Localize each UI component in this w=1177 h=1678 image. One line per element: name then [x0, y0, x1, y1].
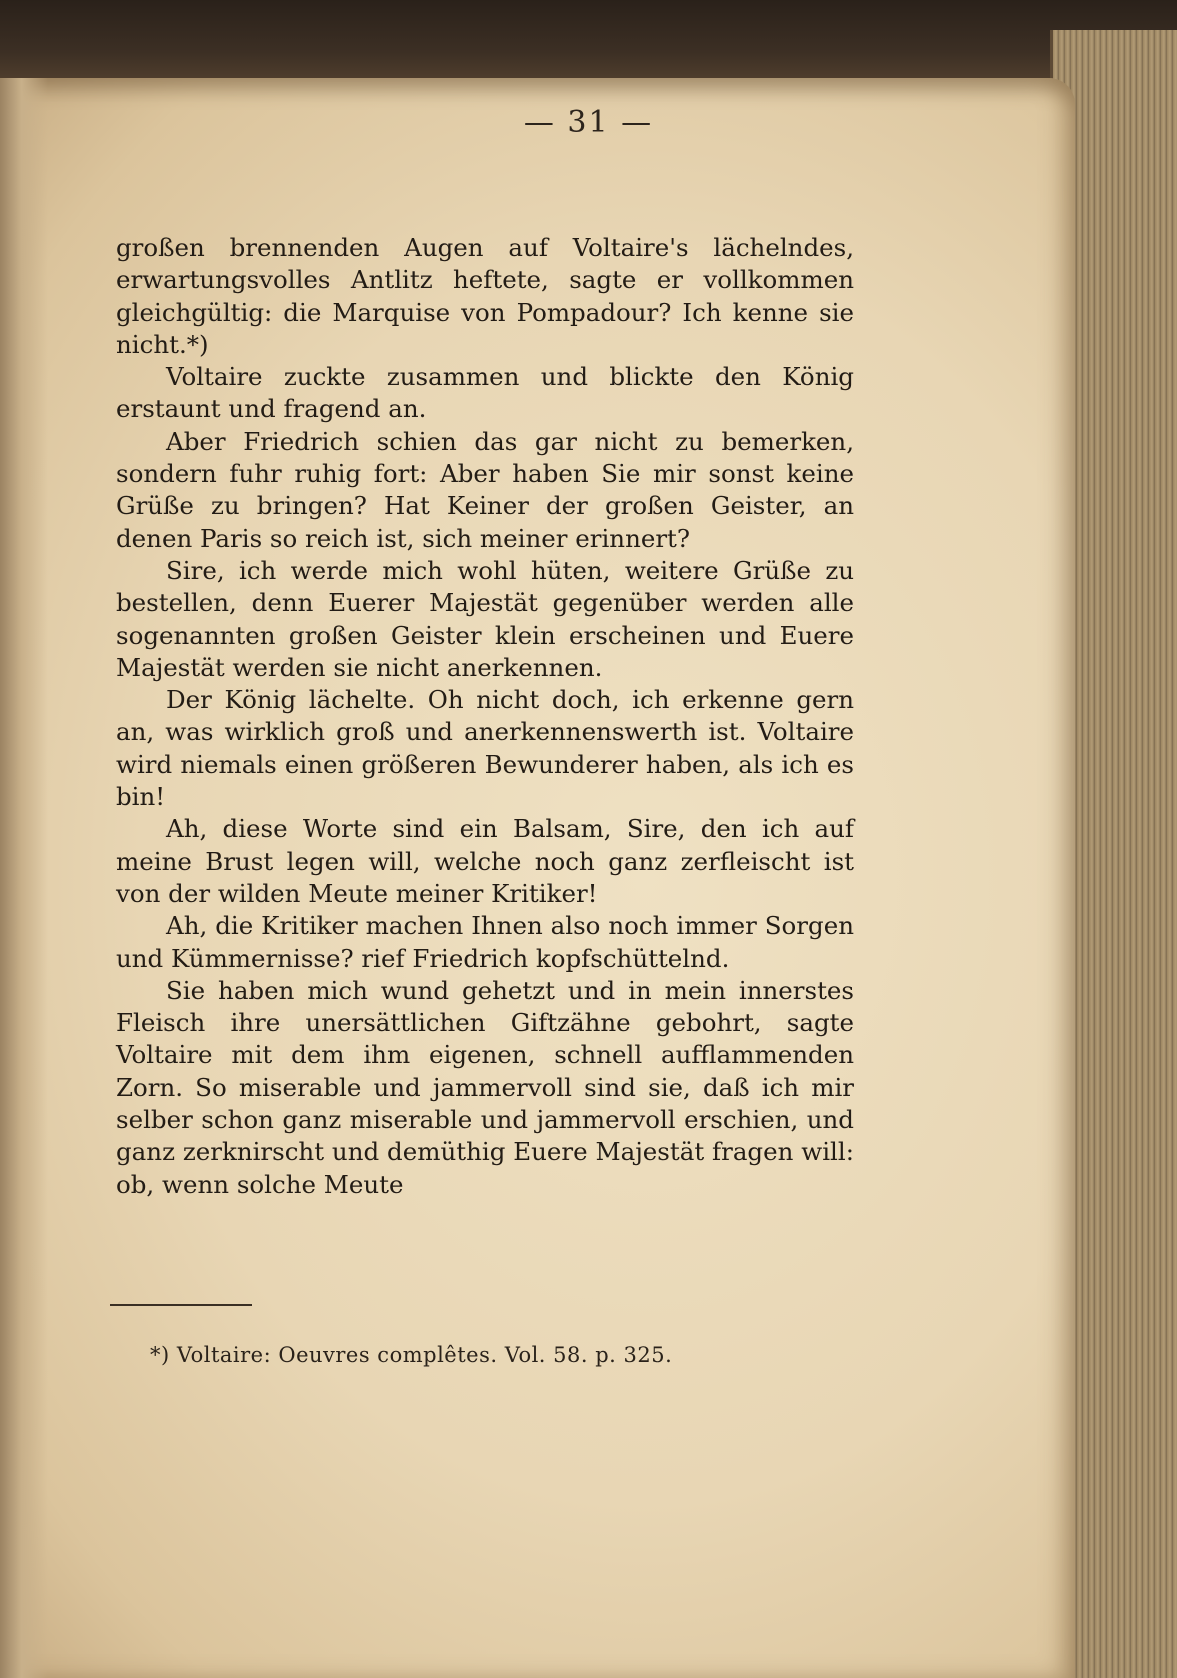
- paragraph: großen brennenden Augen auf Voltaire's lächelndes, erwartungsvolles Antlitz heftete, sagte er vollkommen gleichgültig: die Marquise von Pompadour? Ich kenne sie nicht.*): [116, 233, 854, 359]
- paragraph: Sire, ich werde mich wohl hüten, weitere Grüße zu bestellen, denn Euerer Majestät gegenüber werden alle sogenannten großen Geister klein erscheinen und Euere Majestät werden sie nicht anerkennen.: [116, 555, 854, 682]
- paragraph: Voltaire zuckte zusammen und blickte den König erstaunt und fragend an.: [116, 362, 854, 424]
- footnote-rule: [110, 1304, 252, 1306]
- paragraph: Ah, diese Worte sind ein Balsam, Sire, den ich auf meine Brust legen will, welche noch ganz zerfleischt ist von der wilden Meute meiner Kritiker!: [116, 814, 854, 908]
- footnote: *) Voltaire: Oeuvres complêtes. Vol. 58. p. 325.: [150, 1343, 673, 1367]
- paragraph: Sie haben mich wund gehetzt und in mein innerstes Fleisch ihre unersättlichen Giftzähne gebohrt, sagte Voltaire mit dem ihm eigenen, schnell aufflammenden Zorn. So miserable und jammervoll sind sie, daß ich mir selber schon ganz miserable und jammervoll erschien, und ganz zerknirscht und demüthig Euere Majestät fragen will: ob, wenn solche Meute: [116, 975, 854, 1199]
- paragraph: Ah, die Kritiker machen Ihnen also noch immer Sorgen und Kümmernisse? rief Friedrich kopfschüttelnd.: [116, 911, 854, 973]
- page-number: — 31 —: [523, 105, 654, 140]
- paragraph: Aber Friedrich schien das gar nicht zu bemerken, sondern fuhr ruhig fort: Aber haben Sie mir sonst keine Grüße zu bringen? Hat Keiner der großen Geister, an denen Paris so reich ist, sich meiner erinnert?: [116, 426, 854, 553]
- body-text: [116, 232, 854, 1201]
- paragraph: Der König lächelte. Oh nicht doch, ich erkenne gern an, was wirklich groß und anerkennenswerth ist. Voltaire wird niemals einen größeren Bewunderer haben, als ich es bin!: [116, 685, 854, 812]
- page-gutter: [0, 78, 48, 1678]
